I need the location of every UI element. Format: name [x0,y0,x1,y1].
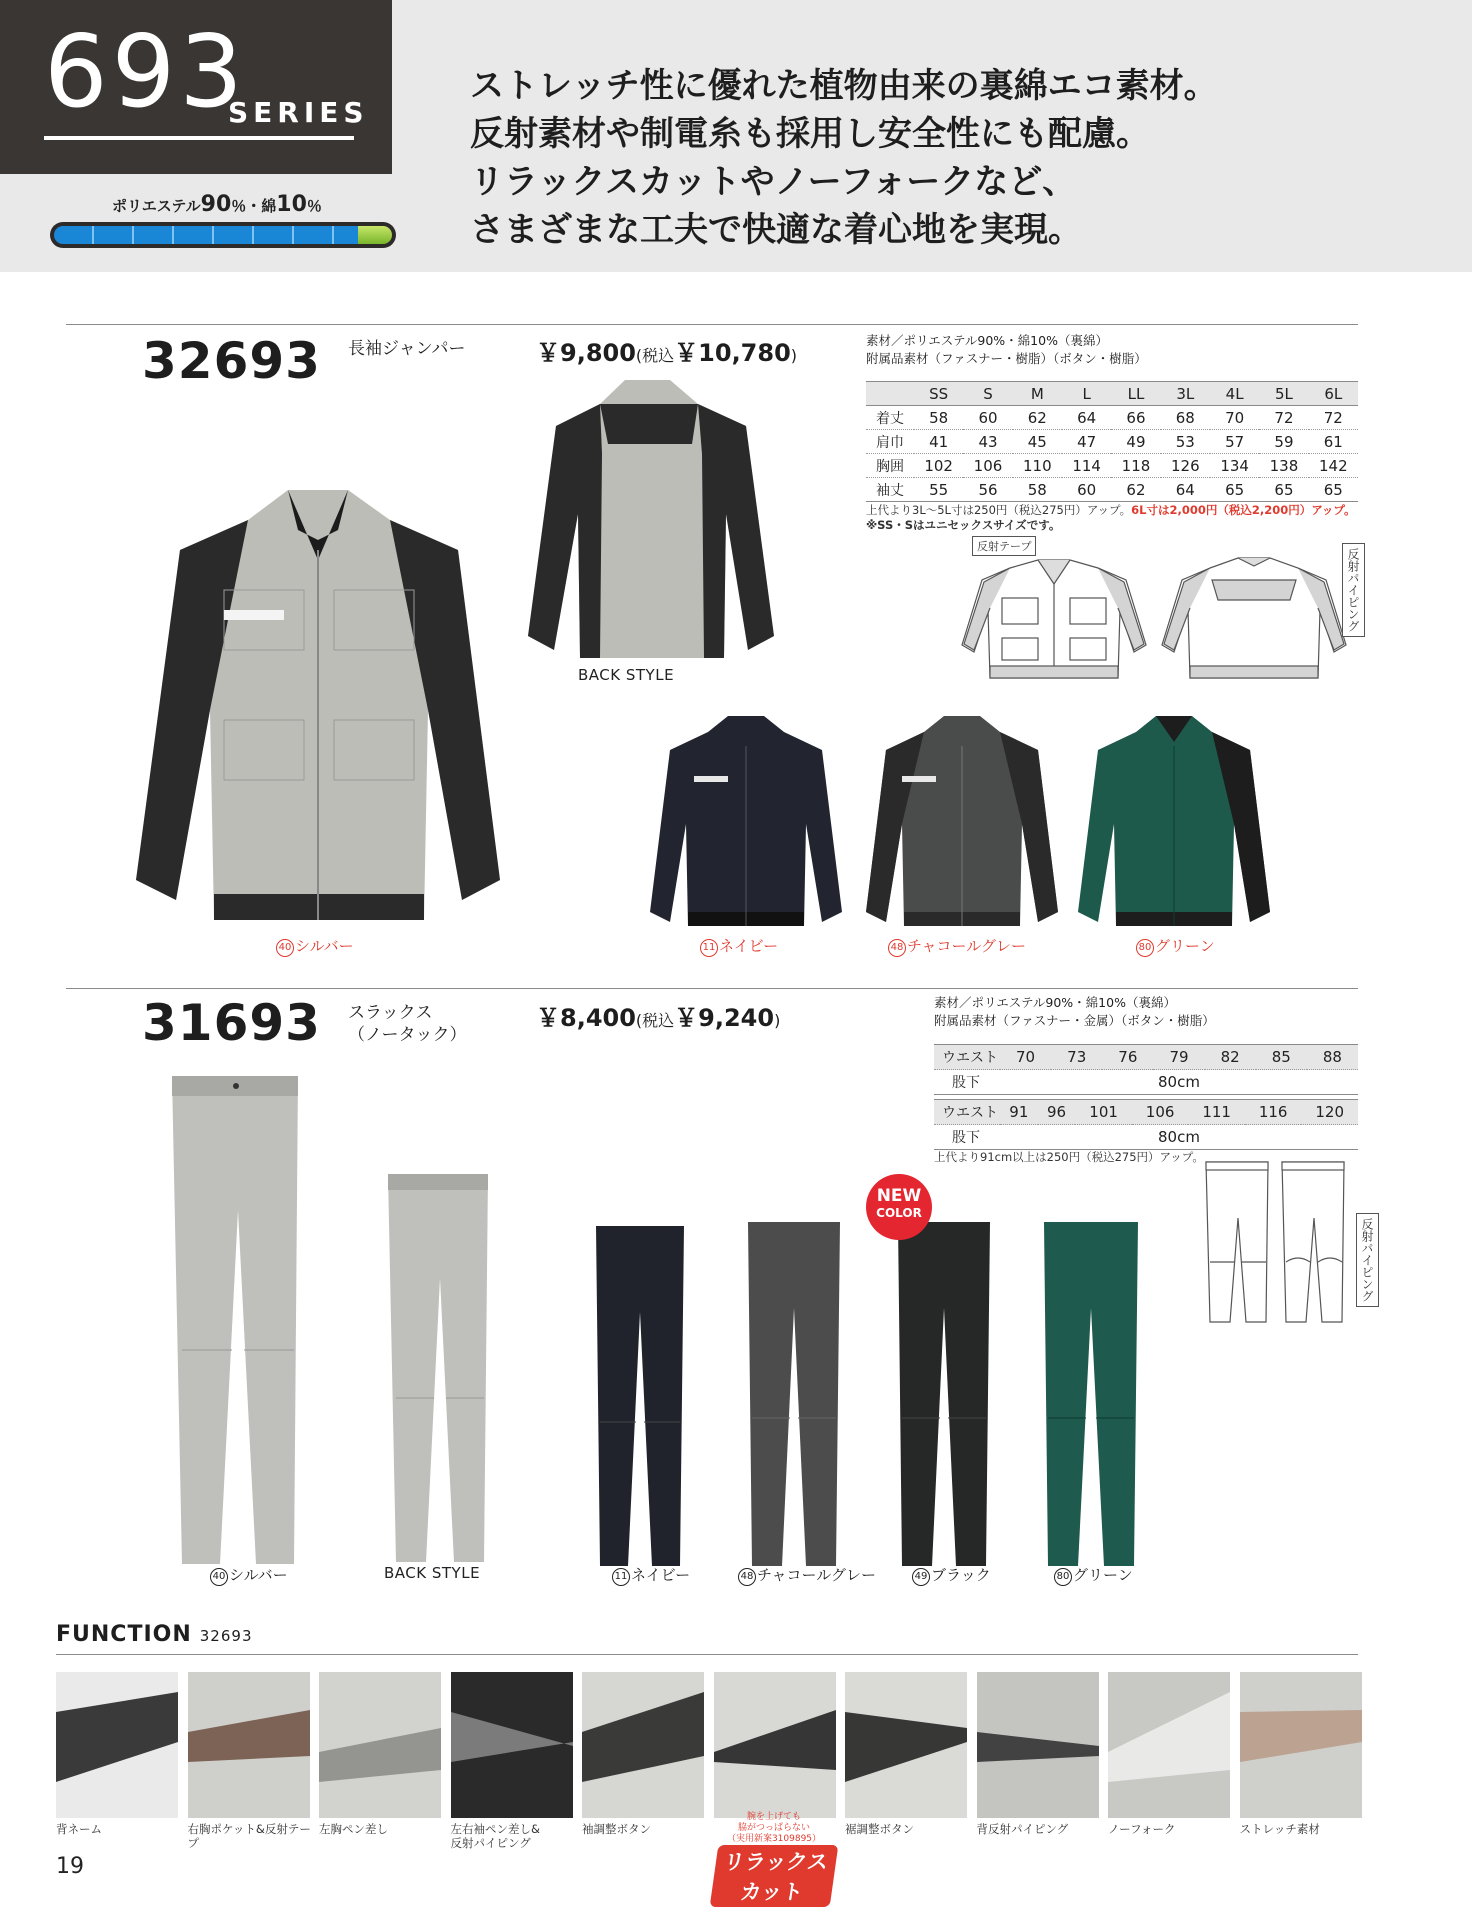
size-row-label: 袖丈 [866,478,914,502]
size-cell: 57 [1210,430,1259,454]
size-row-label: 胸囲 [866,454,914,478]
jacket-name: 長袖ジャンパー [348,339,466,359]
material-label: ポリエステル90％・綿10％ [112,192,322,217]
diagram-label-reflective-tape: 反射テープ [972,536,1036,556]
size-cell: 58 [1013,478,1062,502]
pants-size-table-1: ウエスト 70 73 76 79 82 85 88 股下 80cm [934,1044,1358,1095]
size-cell: 138 [1259,454,1308,478]
function-thumbnail [319,1672,441,1818]
size-cell: 118 [1111,454,1160,478]
pants-navy-photo [590,1222,690,1572]
pants-name: スラックス （ノータック） [348,1003,467,1045]
pants-color-label: 48 チャコールグレー [738,1564,876,1586]
function-rule [56,1654,1358,1655]
waist-cell: 120 [1301,1100,1358,1125]
size-cell: 64 [1062,406,1111,430]
size-header: LL [1111,382,1160,406]
function-label: 袖調整ボタン [582,1822,651,1836]
size-cell: 61 [1309,430,1358,454]
pants-diagram-label-reflective-piping: 反射パイピング [1356,1213,1379,1307]
function-thumbnail [451,1672,573,1818]
pants-material: 素材／ポリエステル90%・綿10%（裏綿） 附属品素材（ファスナー・金属）（ボタン・樹脂） [934,995,1215,1028]
jacket-color-label: 11 ネイビー [700,935,778,957]
function-thumbnail [845,1672,967,1818]
size-cell: 53 [1161,430,1210,454]
function-label: 左胸ペン差し [319,1822,388,1836]
waist-cell: 106 [1132,1100,1189,1125]
pants-price: ￥8,400(税込￥9,240) [536,1004,781,1032]
function-thumbnail [188,1672,310,1818]
function-thumbnail [977,1672,1099,1818]
jacket-size-note: 上代より3L〜5L寸は250円（税込275円）アップ。6L寸は2,000円（税込2,200円）アップ。 [866,503,1356,517]
size-cell: 43 [963,430,1012,454]
size-row-label: 肩巾 [866,430,914,454]
page-number: 19 [56,1854,84,1879]
function-title: FUNCTION 32693 [56,1622,253,1647]
pants-black-photo [892,1218,996,1572]
jacket-unisex-note: ※SS・Sはユニセックスサイズです。 [866,518,1061,532]
size-header: SS [914,382,963,406]
size-cell: 134 [1210,454,1259,478]
material-bar-polyester [54,226,358,244]
waist-cell: 85 [1256,1045,1307,1070]
jacket-back-style-label: BACK STYLE [578,666,675,684]
pants-color-label: 80 グリーン [1054,1564,1133,1586]
function-thumbnail [582,1672,704,1818]
waist-cell: 73 [1051,1045,1102,1070]
size-cell: 142 [1309,454,1358,478]
size-cell: 65 [1210,478,1259,502]
function-label: 右胸ポケット&反射テープ [187,1822,311,1850]
jacket-charcoal-photo [862,712,1062,938]
size-cell: 65 [1259,478,1308,502]
jacket-color-label: 48 チャコールグレー [888,935,1026,957]
size-cell: 65 [1309,478,1358,502]
size-row-label: 着丈 [866,406,914,430]
pants-color-label: 49 ブラック [912,1564,991,1586]
size-cell: 49 [1111,430,1160,454]
size-cell: 110 [1013,454,1062,478]
pants-silver-main-photo [160,1070,310,1570]
size-cell: 72 [1259,406,1308,430]
size-cell: 60 [963,406,1012,430]
function-label: ストレッチ素材 [1239,1822,1320,1836]
waist-cell: 96 [1038,1100,1076,1125]
waist-cell: 111 [1188,1100,1245,1125]
relax-cut-badge: 腕を上げても 脇がつっぱらない （実用新案3109895） リラックスカット [714,1812,834,1907]
size-cell: 114 [1062,454,1111,478]
size-header: 3L [1161,382,1210,406]
size-cell: 60 [1062,478,1111,502]
series-word: SERIES [228,96,369,129]
series-number: 693 [44,13,247,130]
size-cell: 64 [1161,478,1210,502]
jacket-color-label: 40 シルバー [276,935,354,957]
size-header: L [1062,382,1111,406]
pants-code: 31693 [142,994,321,1052]
pants-color-label: 40 シルバー [210,1564,288,1586]
material-bar-cotton [358,226,392,244]
waist-cell: 76 [1102,1045,1153,1070]
size-cell: 72 [1309,406,1358,430]
size-header: 4L [1210,382,1259,406]
pants-size-note: 上代より91cm以上は250円（税込275円）アップ。 [934,1150,1204,1164]
waist-cell: 91 [1000,1100,1038,1125]
size-cell: 55 [914,478,963,502]
size-cell: 106 [963,454,1012,478]
function-label: 左右袖ペン差し& 反射パイピング [450,1822,540,1850]
pants-technical-diagram [1200,1158,1360,1328]
jacket-green-photo [1074,712,1274,938]
function-label: 背ネーム [56,1822,102,1836]
jacket-back-style-photo [520,374,780,674]
size-cell: 62 [1013,406,1062,430]
pants-size-table-2: ウエスト 91 96 101 106 111 116 120 股下 80cm [934,1099,1358,1150]
jacket-color-label: 80 グリーン [1136,935,1215,957]
jacket-navy-photo [646,712,846,938]
tagline-line: ストレッチ性に優れた植物由来の裏綿エコ素材。 [470,66,1218,106]
section-rule [66,324,1358,325]
size-cell: 102 [914,454,963,478]
tagline-line: 反射素材や制電糸も採用し安全性にも配慮。 [470,114,1150,154]
tagline-line: さまざまな工夫で快適な着心地を実現。 [470,210,1082,250]
pants-charcoal-photo [742,1218,846,1572]
tagline [470,62,1218,254]
size-header: S [963,382,1012,406]
waist-cell: 79 [1153,1045,1204,1070]
size-cell: 59 [1259,430,1308,454]
pants-back-style-photo [378,1168,498,1568]
function-thumbnail [1240,1672,1362,1818]
jacket-price: ￥9,800(税込￥10,780) [536,339,798,367]
size-header: 6L [1309,382,1358,406]
size-header: M [1013,382,1062,406]
waist-cell: 82 [1205,1045,1256,1070]
size-cell: 126 [1161,454,1210,478]
section-rule [66,988,1358,989]
jacket-code: 32693 [142,332,321,390]
new-color-badge: NEW COLOR [866,1174,932,1240]
jacket-size-table [866,381,1358,502]
size-cell: 56 [963,478,1012,502]
size-header: 5L [1259,382,1308,406]
jacket-technical-diagram [950,540,1350,690]
size-cell: 68 [1161,406,1210,430]
size-cell: 66 [1111,406,1160,430]
waist-cell: 116 [1245,1100,1302,1125]
function-thumbnail [56,1672,178,1818]
function-label: ノーフォーク [1108,1822,1176,1836]
size-cell: 41 [914,430,963,454]
jacket-silver-main-photo [128,480,508,950]
waist-cell: 70 [1000,1045,1051,1070]
function-label: 背反射パイピング [976,1822,1069,1836]
size-cell: 62 [1111,478,1160,502]
waist-cell: 101 [1075,1100,1132,1125]
function-label: 裾調整ボタン [845,1822,914,1836]
jacket-material: 素材／ポリエステル90%・綿10%（裏綿） 附属品素材（ファスナー・樹脂）（ボタン・樹脂） [866,333,1147,366]
size-cell: 47 [1062,430,1111,454]
function-thumbnail [1108,1672,1230,1818]
diagram-label-reflective-piping: 反射パイピング [1342,543,1365,637]
function-thumbnail [714,1672,836,1818]
size-cell: 45 [1013,430,1062,454]
size-cell: 70 [1210,406,1259,430]
pants-green-photo [1038,1218,1144,1572]
series-underline [44,136,354,140]
pants-color-label: 11 ネイビー [612,1564,690,1586]
material-ratio-bar [50,222,396,248]
tagline-line: リラックスカットやノーフォークなど、 [470,162,1077,202]
series-box [0,0,392,174]
size-cell: 58 [914,406,963,430]
pants-back-style-label: BACK STYLE [384,1564,481,1582]
waist-cell: 88 [1307,1045,1358,1070]
